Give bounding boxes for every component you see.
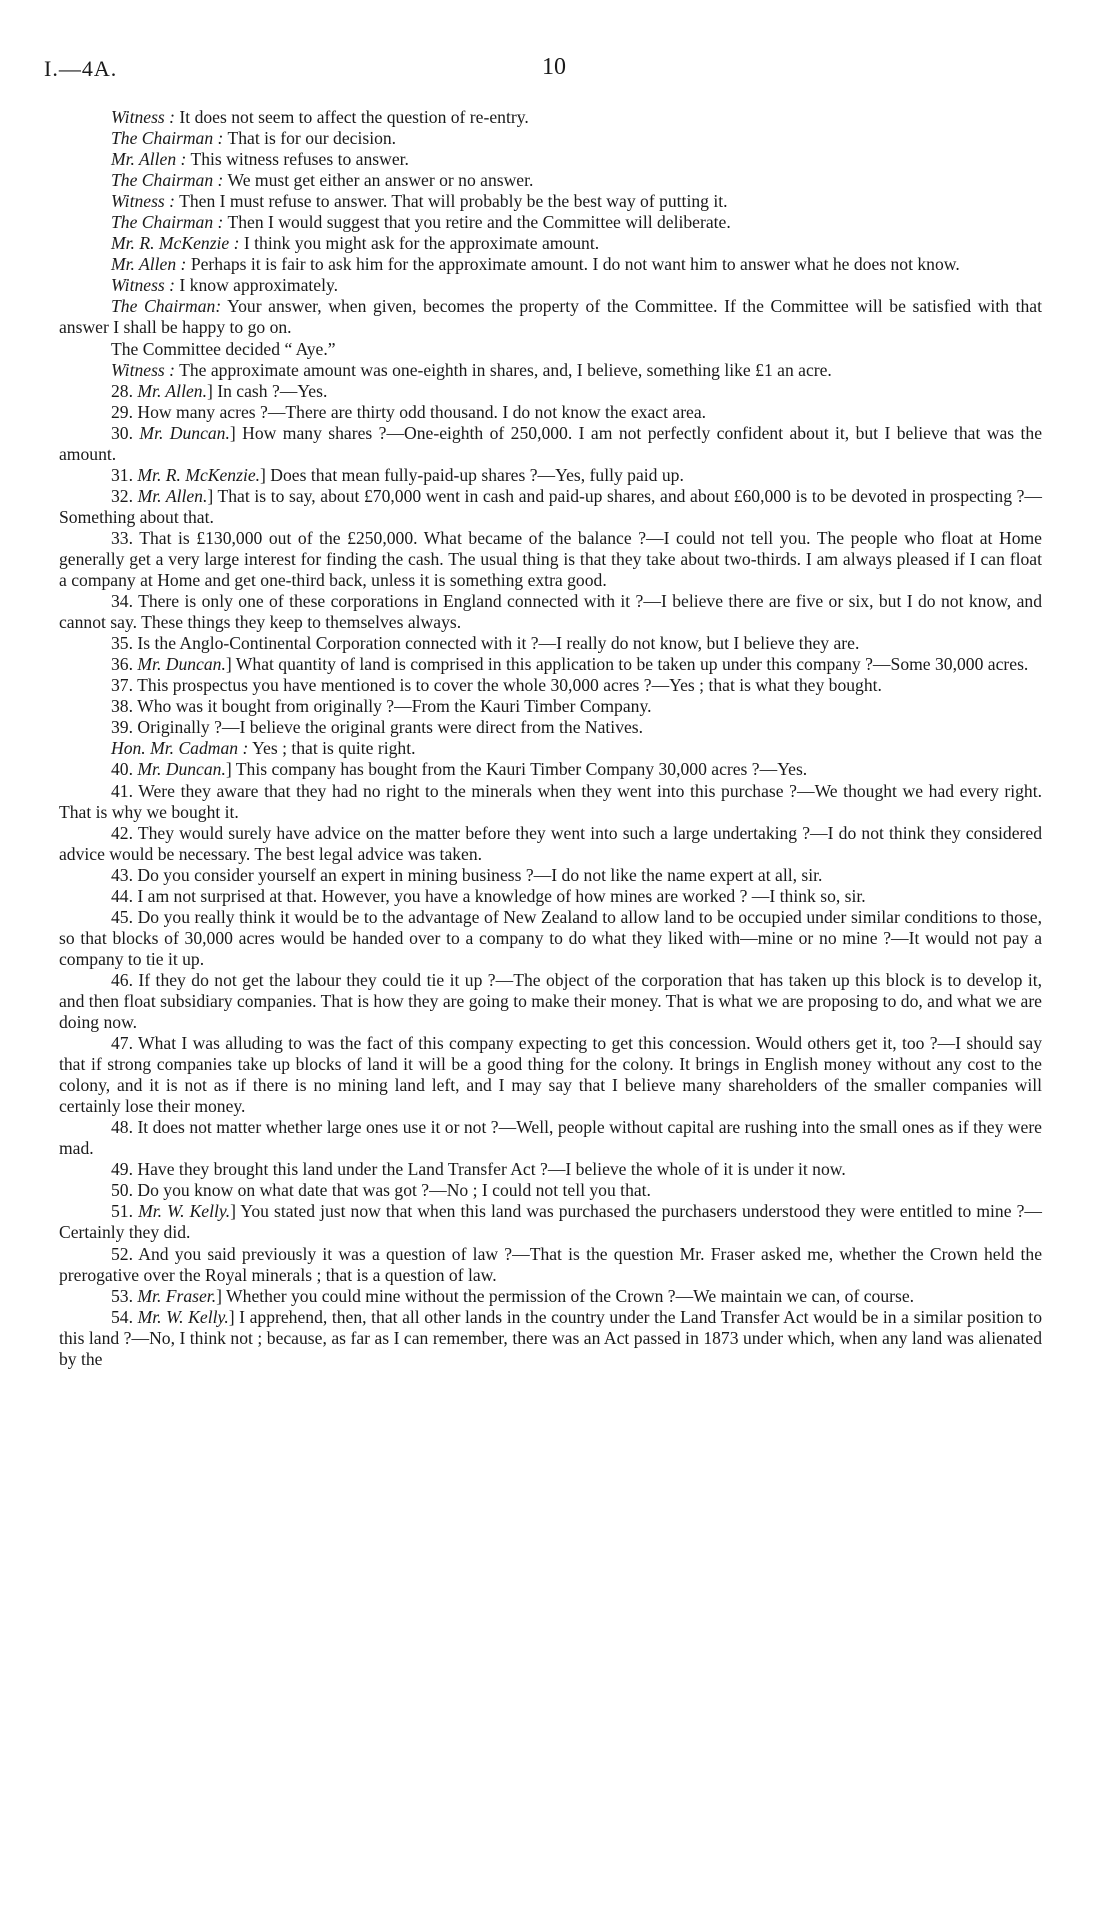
speaker-name: Mr. Allen.: [137, 380, 207, 401]
question-number: 46.: [111, 969, 133, 990]
transcript-paragraph: [59, 275, 1042, 296]
speaker-name: Mr. R. McKenzie.: [137, 464, 261, 485]
speaker-name: Hon. Mr. Cadman :: [111, 738, 249, 759]
transcript-paragraph: [59, 191, 1042, 212]
speaker-name: Witness :: [111, 191, 176, 212]
question-number: 54.: [111, 1306, 133, 1327]
question-number: 42.: [111, 822, 133, 843]
speaker-name: Mr. Allen :: [111, 254, 187, 275]
question-number: 32.: [111, 485, 133, 506]
question-number: 51.: [111, 1201, 133, 1222]
transcript-paragraph: [59, 402, 1042, 423]
transcript-paragraph: [59, 865, 1042, 886]
transcript-paragraph: [59, 1159, 1042, 1180]
speaker-name: Mr. W. Kelly.: [137, 1306, 229, 1327]
question-number: 52.: [111, 1243, 133, 1264]
paragraph-text: I think you might ask for the approximate amount.: [239, 233, 600, 254]
speaker-name: Mr. Duncan.: [139, 422, 230, 443]
transcript-paragraph: [59, 296, 1042, 338]
speaker-name: Mr. Duncan.: [137, 759, 226, 780]
paragraph-text: There is only one of these corporations in England connected with it ?—I believe there are five or six, but I do not know, and cannot say. These things they keep to themselves always.: [59, 591, 1042, 633]
speaker-name: Witness :: [111, 359, 176, 380]
paragraph-text: ] That is to say, about £70,000 went in cash and paid-up shares, and about £60,000 is to be devoted in prospecting ?—Something about that.: [59, 485, 1042, 527]
transcript-paragraph: [59, 486, 1042, 528]
transcript-paragraph: [59, 149, 1042, 170]
transcript-paragraph: [59, 360, 1042, 381]
transcript-paragraph: [59, 128, 1042, 149]
speaker-name: The Chairman :: [111, 170, 224, 191]
speaker-name: Witness :: [111, 275, 176, 296]
transcript-paragraph: [59, 254, 1042, 275]
paragraph-text: ] You stated just now that when this land was purchased the purchasers understood they were entitled to mine ?—Certainly they did.: [59, 1201, 1042, 1243]
transcript-paragraph: [59, 886, 1042, 907]
paragraph-text: How many acres ?—There are thirty odd thousand. I do not know the exact area.: [137, 401, 707, 422]
page-header: [44, 46, 1044, 86]
paragraph-text: Have they brought this land under the Land Transfer Act ?—I believe the whole of it is under it now.: [137, 1159, 846, 1180]
transcript-paragraph: [59, 591, 1042, 633]
paragraph-text: The approximate amount was one-eighth in shares, and, I believe, something like £1 an acre.: [175, 359, 832, 380]
transcript-paragraph: [59, 423, 1042, 465]
paragraph-text: And you said previously it was a question of law ?—That is the question Mr. Fraser asked me, whether the Crown held the prerogative over the Royal minerals ; that is a question of law.: [59, 1243, 1042, 1285]
transcript-paragraph: [59, 1033, 1042, 1117]
paragraph-text: Were they aware that they had no right to the minerals when they went into this purchase ?—We thought we had every right. That is why we bought it.: [59, 780, 1042, 822]
paragraph-text: ] How many shares ?—One-eighth of 250,000. I am not perfectly confident about it, but I believe that was the amount.: [59, 422, 1043, 464]
transcript-paragraph: [59, 970, 1042, 1033]
transcript-paragraph: [59, 339, 1042, 360]
question-number: 53.: [111, 1285, 133, 1306]
paragraph-text: Originally ?—I believe the original grants were direct from the Natives.: [137, 717, 644, 738]
evidence-transcript: [59, 107, 1042, 1370]
paragraph-text: The Committee decided “ Aye.”: [111, 338, 336, 359]
paragraph-text: ] Does that mean fully-paid-up shares ?—Yes, fully paid up.: [260, 464, 684, 485]
paragraph-text: That is £130,000 out of the £250,000. What became of the balance ?—I could not tell you. The people who float at Home generally get a very large interest for finding the cash. The usual thing is that they take about two-thirds. I am always pleased if I can float a company at Home and get one-third back, unless it is something extra good.: [59, 527, 1042, 591]
transcript-paragraph: [59, 107, 1042, 128]
transcript-paragraph: [59, 1286, 1042, 1307]
transcript-paragraph: [59, 1244, 1042, 1286]
paragraph-text: This prospectus you have mentioned is to cover the whole 30,000 acres ?—Yes ; that is what they bought.: [137, 675, 882, 696]
paragraph-text: ] What quantity of land is comprised in this application to be taken up under this company ?—Some 30,000 acres.: [225, 654, 1029, 675]
transcript-paragraph: [59, 465, 1042, 486]
paragraph-text: If they do not get the labour they could tie it up ?—The object of the corporation that has taken up this block is to develop it, and then float subsidiary companies. That is how they are going to make their money. That is what we are proposing to do, and what we are doing now.: [59, 969, 1042, 1033]
transcript-paragraph: [59, 781, 1042, 823]
question-number: 41.: [111, 780, 133, 801]
question-number: 40.: [111, 759, 133, 780]
speaker-name: The Chairman :: [111, 212, 224, 233]
paragraph-text: Who was it bought from originally ?—From the Kauri Timber Company.: [137, 696, 652, 717]
transcript-paragraph: [59, 696, 1042, 717]
paragraph-text: Do you know on what date that was got ?—No ; I could not tell you that.: [137, 1180, 651, 1201]
paragraph-text: Do you really think it would be to the advantage of New Zealand to allow land to be occupied under similar conditions to those, so that blocks of 30,000 acres would be handed over to a company to do what they liked with—mine or no mine ?—It would not pay a company to tie it up.: [59, 906, 1043, 969]
speaker-name: The Chairman:: [111, 296, 222, 317]
paragraph-text: Yes ; that is quite right.: [248, 738, 416, 759]
paragraph-text: They would surely have advice on the matter before they went into such a large undertaking ?—I do not think they considered advice would be necessary. The best legal advice was taken.: [59, 822, 1042, 864]
transcript-paragraph: [59, 759, 1042, 780]
question-number: 37.: [111, 675, 133, 696]
paragraph-text: It does not seem to affect the question of re-entry.: [175, 107, 529, 127]
transcript-paragraph: [59, 823, 1042, 865]
paragraph-text: ] I apprehend, then, that all other lands in the country under the Land Transfer Act would be in a similar position to this land ?—No, I think not ; because, as far as I can remember, there was an Act passed in 1873 under which, when any land was alienated by the: [59, 1306, 1042, 1369]
question-number: 49.: [111, 1159, 133, 1180]
paragraph-text: Your answer, when given, becomes the property of the Committee. If the Committee will be satisfied with that answer I shall be happy to go on.: [59, 296, 1042, 338]
question-number: 30.: [111, 422, 133, 443]
question-number: 38.: [111, 696, 133, 717]
question-number: 34.: [111, 591, 133, 612]
question-number: 47.: [111, 1033, 133, 1054]
transcript-paragraph: [59, 1201, 1042, 1243]
transcript-paragraph: [59, 717, 1042, 738]
transcript-paragraph: [59, 738, 1042, 759]
speaker-name: Mr. R. McKenzie :: [111, 233, 240, 254]
question-number: 29.: [111, 401, 133, 422]
paragraph-text: ] This company has bought from the Kauri Timber Company 30,000 acres ?—Yes.: [225, 759, 808, 780]
transcript-paragraph: [59, 654, 1042, 675]
speaker-name: Mr. Duncan.: [137, 654, 226, 675]
question-number: 50.: [111, 1180, 133, 1201]
question-number: 48.: [111, 1117, 133, 1138]
paragraph-text: What I was alluding to was the fact of this company expecting to get this concession. Would others get it, too ?—I should say that if strong companies take up blocks of land it will be a good thing for the colony. It brings in English money without any cost to the colony, and it is not as if there is no mining land left, and I may say that I believe many shareholders of the smaller companies will certainly lose their money.: [59, 1033, 1042, 1117]
speaker-name: Mr. W. Kelly.: [138, 1201, 231, 1222]
transcript-paragraph: [59, 633, 1042, 654]
transcript-paragraph: [59, 528, 1042, 591]
paragraph-text: We must get either an answer or no answer.: [223, 170, 534, 191]
paragraph-text: This witness refuses to answer.: [186, 149, 409, 170]
paragraph-text: Then I would suggest that you retire and the Committee will deliberate.: [223, 212, 731, 233]
transcript-paragraph: [59, 675, 1042, 696]
paragraph-text: Perhaps it is fair to ask him for the approximate amount. I do not want him to answer what he does not know.: [186, 254, 960, 275]
question-number: 43.: [111, 864, 133, 885]
speaker-name: Witness :: [111, 107, 176, 127]
paragraph-text: It does not matter whether large ones use it or not ?—Well, people without capital are rushing into the small ones as if they were mad.: [59, 1117, 1042, 1159]
page-number: 10: [542, 54, 566, 80]
transcript-paragraph: [59, 381, 1042, 402]
transcript-paragraph: [59, 1180, 1042, 1201]
transcript-paragraph: [59, 170, 1042, 191]
document-reference: I.—4A.: [44, 56, 118, 81]
speaker-name: Mr. Allen :: [111, 149, 187, 170]
paragraph-text: Do you consider yourself an expert in mining business ?—I do not like the name expert at all, sir.: [137, 864, 823, 885]
paragraph-text: Is the Anglo-Continental Corporation connected with it ?—I really do not know, but I believe they are.: [137, 633, 860, 654]
question-number: 33.: [111, 527, 133, 548]
paragraph-text: I know approximately.: [175, 275, 339, 296]
transcript-paragraph: [59, 1117, 1042, 1159]
paragraph-text: I am not surprised at that. However, you have a knowledge of how mines are worked ? —I think so, sir.: [137, 885, 866, 906]
paragraph-text: ] Whether you could mine without the permission of the Crown ?—We maintain we can, of course.: [216, 1285, 915, 1306]
speaker-name: The Chairman :: [111, 128, 224, 149]
transcript-paragraph: [59, 907, 1042, 970]
question-number: 31.: [111, 464, 133, 485]
paragraph-text: That is for our decision.: [223, 128, 397, 149]
paragraph-text: Then I must refuse to answer. That will probably be the best way of putting it.: [175, 191, 728, 212]
paragraph-text: ] In cash ?—Yes.: [206, 380, 328, 401]
question-number: 39.: [111, 717, 133, 738]
speaker-name: Mr. Fraser.: [137, 1285, 217, 1306]
question-number: 44.: [111, 885, 133, 906]
question-number: 36.: [111, 654, 133, 675]
transcript-paragraph: [59, 233, 1042, 254]
transcript-paragraph: [59, 212, 1042, 233]
transcript-paragraph: [59, 1307, 1042, 1370]
speaker-name: Mr. Allen.: [137, 485, 208, 506]
question-number: 28.: [111, 380, 133, 401]
question-number: 45.: [111, 906, 133, 927]
question-number: 35.: [111, 633, 133, 654]
